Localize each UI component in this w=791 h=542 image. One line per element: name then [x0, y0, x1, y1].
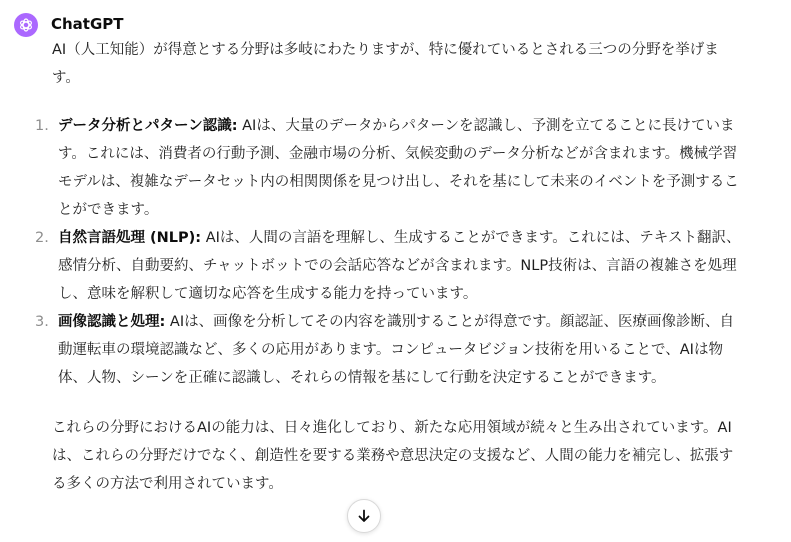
numbered-list [35, 112, 742, 392]
list-number: 3. [35, 314, 49, 330]
message-body [35, 36, 742, 498]
openai-logo-icon [18, 17, 34, 33]
list-item [35, 224, 742, 308]
intro-paragraph: AI（人工知能）が得意とする分野は多岐にわたりますが、特に優れているとされる三つの分野を挙げます。 [52, 42, 719, 86]
list-item-text: AIは、画像を分析してその内容を識別することが得意です。顔認証、医療画像診断、自動運転車の環境認識など、多くの応用があります。コンピュータビジョン技術を用いることで、AIは物体、人物、シーンを正確に認識し、それらの情報を基にして行動を決定することができます。 [58, 314, 734, 386]
list-item-text: AIは、人間の言語を理解し、生成することができます。これには、テキスト翻訳、感情分析、自動要約、チャットボットでの会話応答などが含まれます。NLP技術は、言語の複雑さを処理し、意味を解釈して適切な応答を生成する能力を持っています。 [58, 230, 741, 302]
list-number: 1. [35, 118, 49, 134]
scroll-to-bottom-button[interactable] [347, 499, 381, 533]
list-item-term: 自然言語処理 (NLP): [58, 230, 202, 246]
list-item [35, 308, 742, 392]
sender-name: ChatGPT [51, 15, 124, 33]
chatgpt-avatar [14, 13, 38, 37]
list-item [35, 112, 742, 224]
outro-paragraph: これらの分野におけるAIの能力は、日々進化しており、新たな応用領域が続々と生み出されています。AIは、これらの分野だけでなく、創造性を要する業務や意思決定の支援など、人間の能力を補完し、拡張する多くの方法で利用されています。 [52, 420, 734, 492]
list-item-term: データ分析とパターン認識: [58, 118, 238, 134]
list-number: 2. [35, 230, 49, 246]
arrow-down-icon [357, 509, 371, 523]
list-item-text: AIは、大量のデータからパターンを認識し、予測を立てることに長けています。これには、消費者の行動予測、金融市場の分析、気候変動のデータ分析などが含まれます。機械学習モデルは、複雑なデータセット内の相関関係を見つけ出し、それを基にして未来のイベントを予測することができます。 [58, 118, 739, 218]
list-item-term: 画像認識と処理: [58, 314, 166, 330]
